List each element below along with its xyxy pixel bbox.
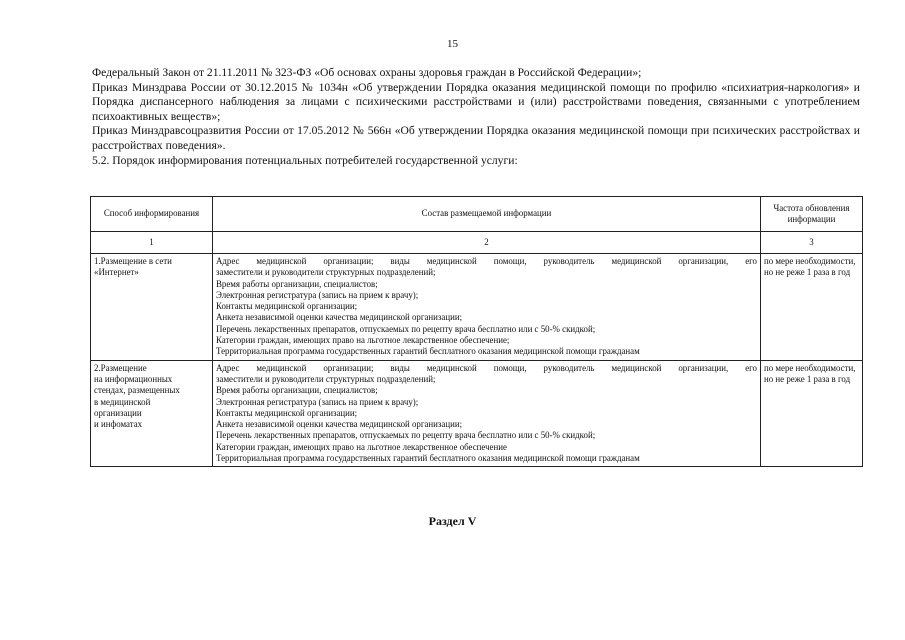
method-line: и инфоматах [94,419,143,430]
content-line: Анкета независимой оценки качества медицинской организации; [216,419,463,430]
content-line: Перечень лекарственных препаратов, отпускаемых по рецепту врача бесплатно или с 50-% скидкой; [216,430,596,441]
intro-paragraph-order-1034n: Приказ Минздрава России от 30.12.2015 № 1034н «Об утверждении Порядка оказания медицинской помощи по профилю «психиатрия-наркология» и Порядка диспансерного наблюдения за лицами с психическими расстройствами и (или) расстройствами поведения, связанными с употреблением психоактивных веществ»; [92,80,860,123]
content-line: заместители и руководители структурных подразделений; [216,267,436,278]
column-number-3: 3 [761,232,863,254]
method-line: стендах, размещенных [94,385,180,396]
table-header-row [91,197,863,232]
row-2-method [91,360,213,467]
table-row [91,254,863,361]
content-line: Электронная регистратура (запись на прием к врачу); [216,396,419,407]
row-1-frequency: по мере необходимости, но не реже 1 раза в год [761,254,863,361]
intro-paragraph-section-5-2: 5.2. Порядок информирования потенциальных потребителей государственной услуги: [92,153,518,167]
column-number-1: 1 [91,232,213,254]
intro-paragraph-federal-law: Федеральный Закон от 21.11.2011 № 323-ФЗ «Об основах охраны здоровья граждан в Российской Федерации»; [92,66,642,79]
row-1-content [213,254,761,361]
content-line: Категории граждан, имеющих право на льготное лекарственное обеспечение [216,441,507,452]
column-number-2: 2 [213,232,761,254]
method-line: на информационных [94,373,173,384]
content-line: Электронная регистратура (запись на прием к врачу); [216,289,419,300]
intro-paragraph-order-566n: Приказ Минздравсоцразвития России от 17.05.2012 № 566н «Об утверждении Порядка оказания медицинской помощи при психических расстройствах и расстройствах поведения». [92,124,860,152]
content-line: Адрес медицинской организации; виды медицинской помощи, руководитель медицинской организации, его [216,362,757,373]
content-line: Территориальная программа государственных гарантий бесплатного оказания медицинской помощи гражданам [216,453,640,464]
content-line: Время работы организации, специалистов; [216,385,378,396]
page-number: 15 [447,38,458,50]
method-line: 2.Размещение [94,362,147,373]
row-2-frequency: по мере необходимости, но не реже 1 раза в год [761,360,863,467]
header-content: Состав размещаемой информации [213,197,761,232]
table-row [91,360,863,467]
content-line: Адрес медицинской организации; виды медицинской помощи, руководитель медицинской организации, его [216,256,757,266]
content-line: Время работы организации, специалистов; [216,278,378,289]
content-line: заместители и руководители структурных подразделений; [216,373,436,384]
content-line: Перечень лекарственных препаратов, отпускаемых по рецепту врача бесплатно или с 50-% скидкой; [216,323,596,334]
header-frequency: Частота обновления информации [761,197,863,232]
header-method: Способ информирования [91,197,213,232]
section-title: Раздел V [428,514,477,528]
information-table [90,196,863,467]
row-2-content [213,360,761,467]
content-line: Контакты медицинской организации; [216,301,358,312]
content-line: Контакты медицинской организации; [216,407,358,418]
content-line: Анкета независимой оценки качества медицинской организации; [216,312,463,323]
method-line: организации [94,407,142,418]
intro-text [92,66,860,168]
content-line: Территориальная программа государственных гарантий бесплатного оказания медицинской помощи гражданам [216,346,640,357]
method-line: в медицинской [94,396,151,407]
row-1-method: 1.Размещение в сети «Интернет» [91,254,213,361]
content-line: Категории граждан, имеющих право на льготное лекарственное обеспечение; [216,335,510,346]
table-column-numbers-row [91,232,863,254]
